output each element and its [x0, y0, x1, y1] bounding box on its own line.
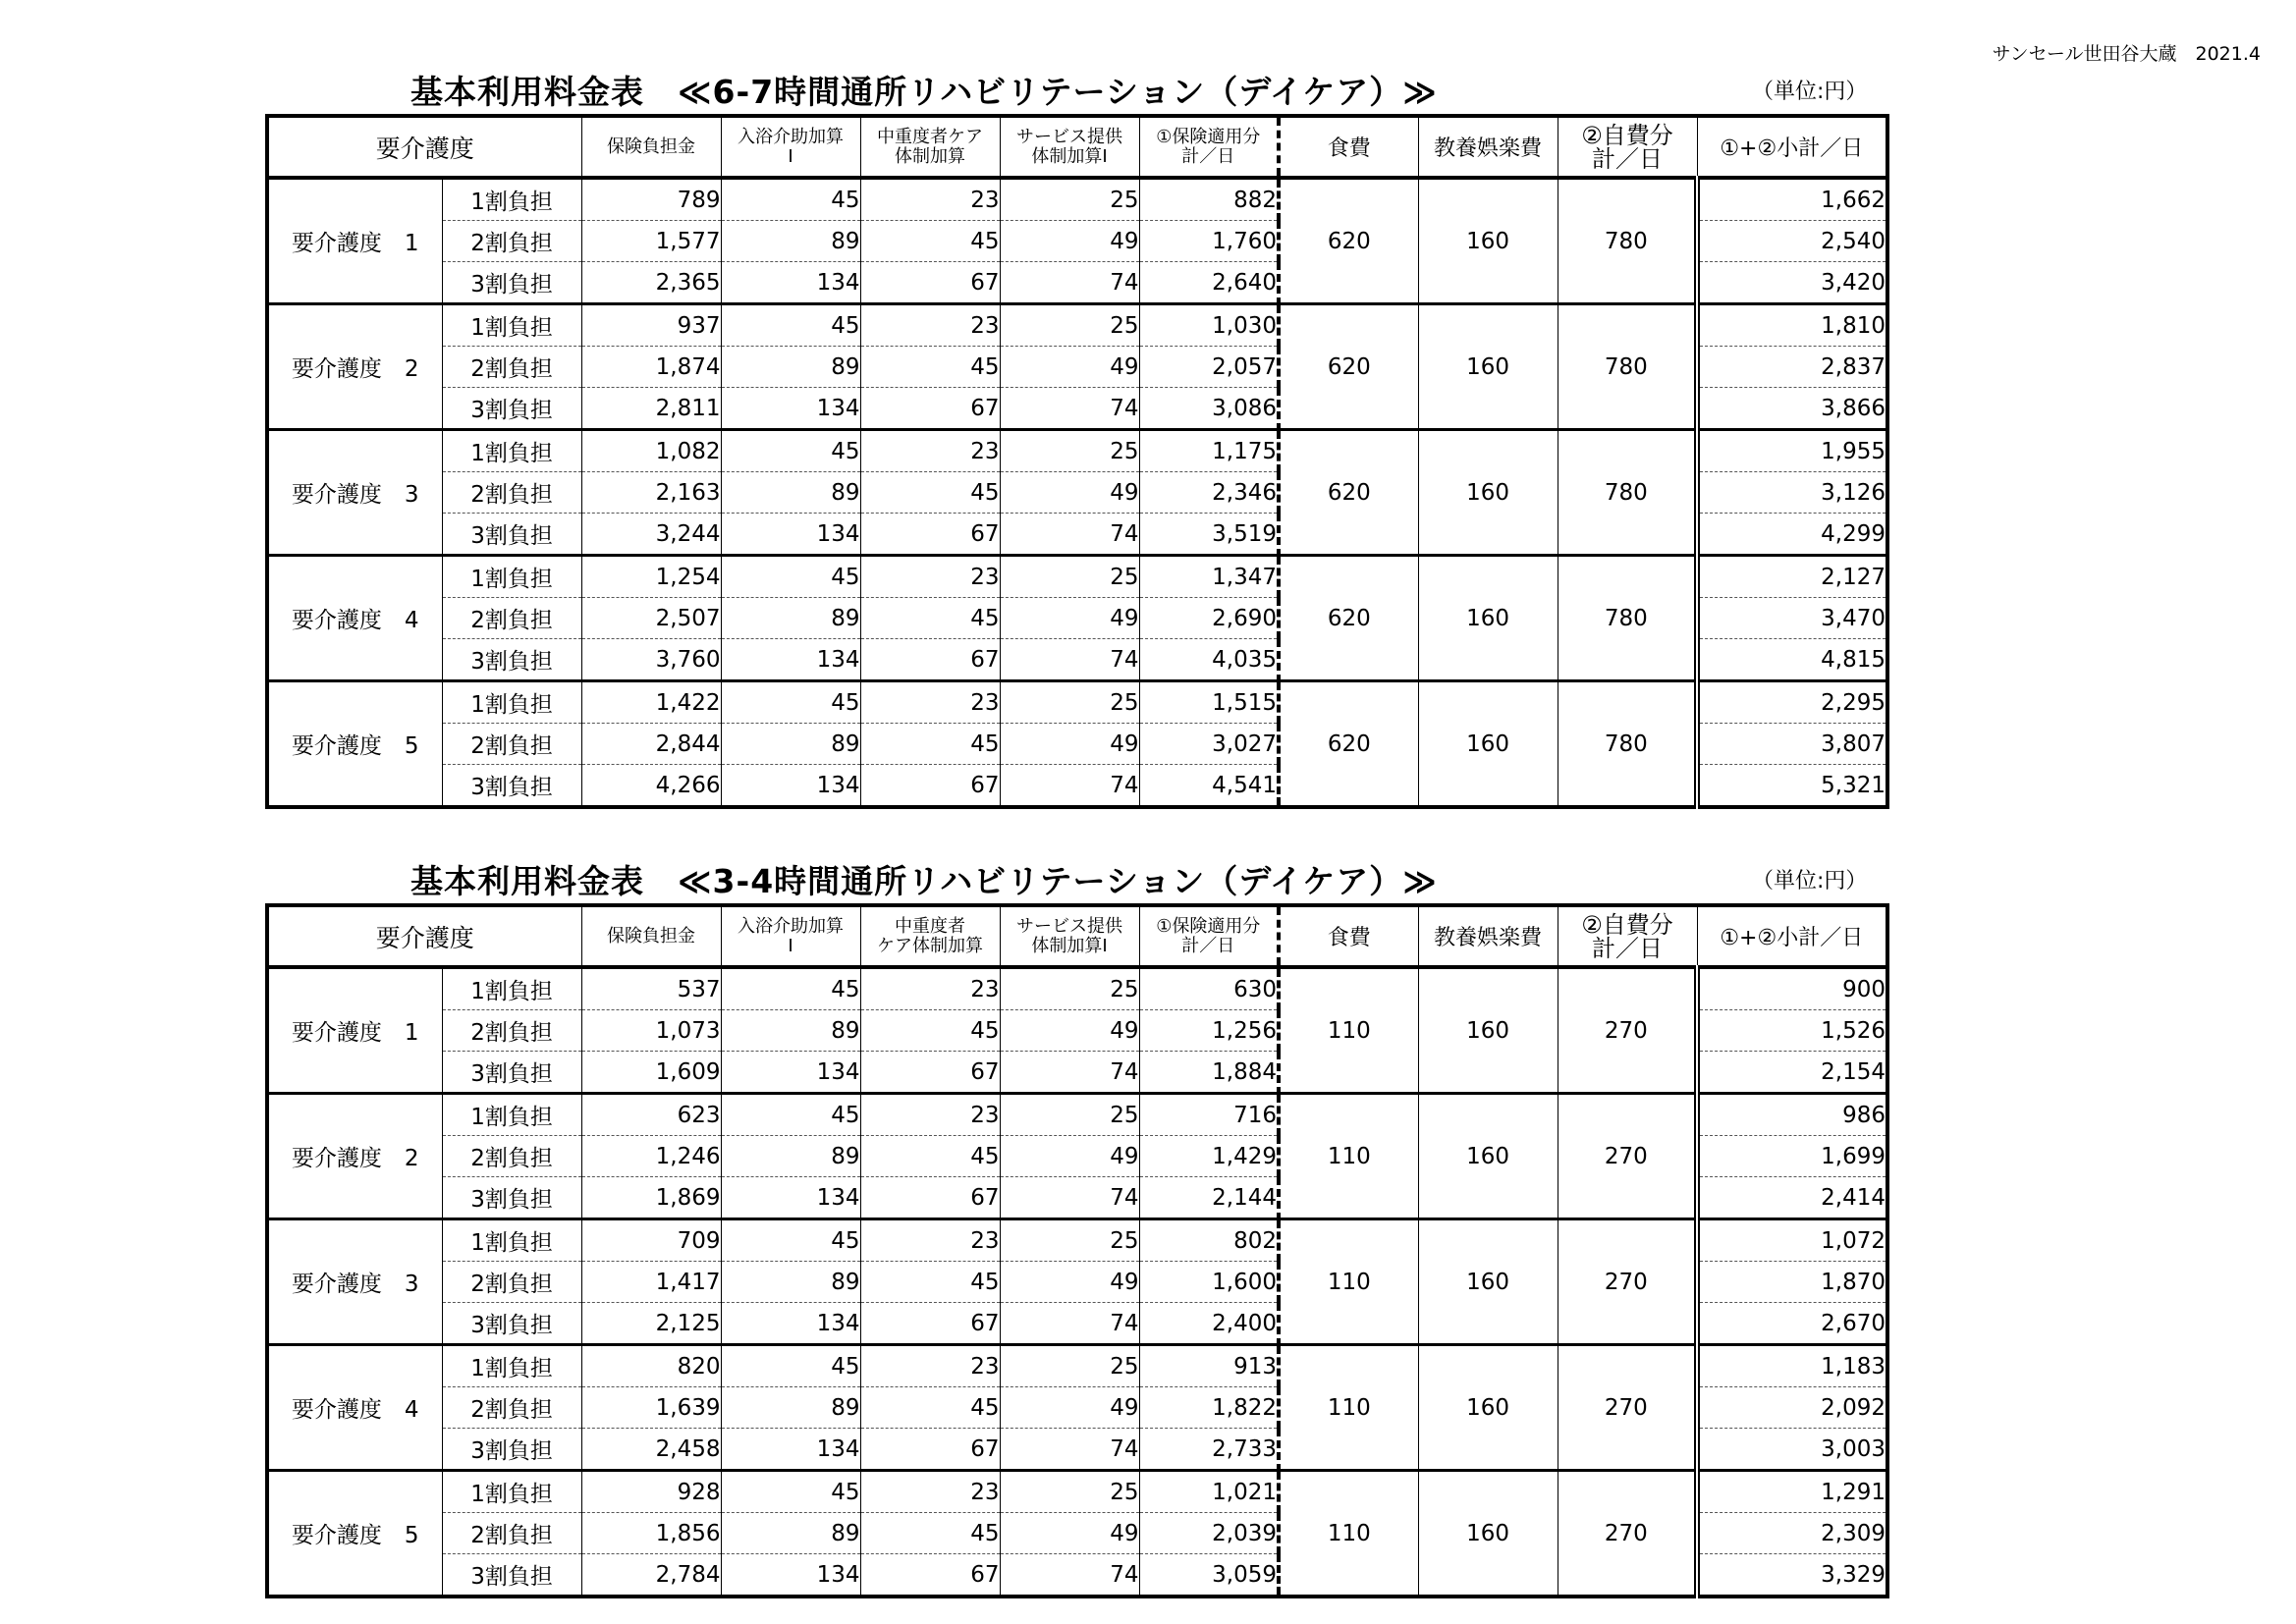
meal-fee: 620	[1279, 681, 1418, 808]
care-level-label: 要介護度 4	[267, 556, 442, 681]
insurance-subtotal: 2,640	[1139, 262, 1279, 304]
daily-total: 4,815	[1697, 639, 1887, 681]
bath-addition: 134	[721, 1554, 860, 1597]
service-addition: 49	[1000, 724, 1139, 765]
table-row	[267, 556, 1887, 598]
self-pay-subtotal: 780	[1558, 430, 1697, 556]
insurance-subtotal: 802	[1139, 1219, 1279, 1262]
meal-fee: 110	[1279, 1094, 1418, 1219]
insurance-amount: 2,125	[581, 1303, 721, 1345]
daily-total: 3,420	[1697, 262, 1887, 304]
header-meal: 食費	[1279, 905, 1418, 967]
bath-addition: 45	[721, 967, 860, 1010]
service-addition: 74	[1000, 639, 1139, 681]
burden-ratio: 3割負担	[442, 1052, 581, 1094]
severe-care-addition: 67	[860, 262, 1000, 304]
insurance-subtotal: 1,429	[1139, 1136, 1279, 1177]
service-addition: 25	[1000, 304, 1139, 347]
organization-label: サンセール世田谷大蔵 2021.4	[1992, 43, 2261, 65]
severe-care-addition: 45	[860, 598, 1000, 639]
bath-addition: 89	[721, 347, 860, 388]
service-addition: 25	[1000, 430, 1139, 472]
insurance-amount: 2,811	[581, 388, 721, 430]
insurance-subtotal: 1,030	[1139, 304, 1279, 347]
daily-total: 1,870	[1697, 1262, 1887, 1303]
service-addition: 25	[1000, 967, 1139, 1010]
service-addition: 25	[1000, 178, 1139, 221]
meal-fee: 110	[1279, 967, 1418, 1094]
insurance-subtotal: 3,086	[1139, 388, 1279, 430]
bath-addition: 45	[721, 1094, 860, 1136]
bath-addition: 89	[721, 1387, 860, 1429]
service-addition: 49	[1000, 598, 1139, 639]
bath-addition: 45	[721, 304, 860, 347]
daily-total: 2,154	[1697, 1052, 1887, 1094]
meal-fee: 110	[1279, 1345, 1418, 1471]
header-bath: 入浴介助加算 Ⅰ	[721, 905, 860, 967]
insurance-subtotal: 1,021	[1139, 1471, 1279, 1513]
severe-care-addition: 23	[860, 304, 1000, 347]
bath-addition: 134	[721, 639, 860, 681]
header-meal: 食費	[1279, 116, 1418, 178]
recreation-fee: 160	[1418, 304, 1558, 430]
burden-ratio: 2割負担	[442, 598, 581, 639]
severe-care-addition: 45	[860, 221, 1000, 262]
insurance-amount: 1,417	[581, 1262, 721, 1303]
burden-ratio: 2割負担	[442, 221, 581, 262]
service-addition: 74	[1000, 1052, 1139, 1094]
meal-fee: 620	[1279, 178, 1418, 304]
severe-care-addition: 23	[860, 1219, 1000, 1262]
severe-care-addition: 67	[860, 1303, 1000, 1345]
bath-addition: 134	[721, 1177, 860, 1219]
unit-label-3-4h: （単位:円）	[1752, 869, 1868, 893]
meal-fee: 620	[1279, 304, 1418, 430]
insurance-subtotal: 1,175	[1139, 430, 1279, 472]
burden-ratio: 2割負担	[442, 1513, 581, 1554]
header-self-pay: ②自費分 計／日	[1558, 905, 1697, 967]
recreation-fee: 160	[1418, 681, 1558, 808]
bath-addition: 45	[721, 1219, 860, 1262]
severe-care-addition: 23	[860, 1471, 1000, 1513]
self-pay-subtotal: 270	[1558, 1094, 1697, 1219]
severe-care-addition: 45	[860, 724, 1000, 765]
service-addition: 74	[1000, 1429, 1139, 1471]
care-level-label: 要介護度 2	[267, 1094, 442, 1219]
burden-ratio: 2割負担	[442, 472, 581, 514]
severe-care-addition: 45	[860, 1010, 1000, 1052]
daily-total: 3,329	[1697, 1554, 1887, 1597]
insurance-subtotal: 1,256	[1139, 1010, 1279, 1052]
severe-care-addition: 45	[860, 1136, 1000, 1177]
table-row	[267, 681, 1887, 724]
insurance-amount: 820	[581, 1345, 721, 1387]
recreation-fee: 160	[1418, 556, 1558, 681]
burden-ratio: 1割負担	[442, 1345, 581, 1387]
burden-ratio: 3割負担	[442, 514, 581, 556]
bath-addition: 89	[721, 724, 860, 765]
self-pay-subtotal: 780	[1558, 681, 1697, 808]
service-addition: 25	[1000, 1471, 1139, 1513]
insurance-subtotal: 3,059	[1139, 1554, 1279, 1597]
severe-care-addition: 67	[860, 1177, 1000, 1219]
service-addition: 74	[1000, 1303, 1139, 1345]
insurance-subtotal: 2,057	[1139, 347, 1279, 388]
table-body	[267, 178, 1887, 807]
bath-addition: 134	[721, 388, 860, 430]
header-service: サービス提供 体制加算Ⅰ	[1000, 905, 1139, 967]
burden-ratio: 3割負担	[442, 1177, 581, 1219]
severe-care-addition: 23	[860, 556, 1000, 598]
daily-total: 2,540	[1697, 221, 1887, 262]
burden-ratio: 3割負担	[442, 388, 581, 430]
service-addition: 49	[1000, 347, 1139, 388]
daily-total: 1,810	[1697, 304, 1887, 347]
service-addition: 74	[1000, 262, 1139, 304]
insurance-amount: 1,246	[581, 1136, 721, 1177]
burden-ratio: 2割負担	[442, 1262, 581, 1303]
daily-total: 1,072	[1697, 1219, 1887, 1262]
bath-addition: 45	[721, 1345, 860, 1387]
insurance-subtotal: 4,541	[1139, 765, 1279, 808]
bath-addition: 134	[721, 1052, 860, 1094]
table-row	[267, 1219, 1887, 1262]
burden-ratio: 1割負担	[442, 967, 581, 1010]
table-body	[267, 967, 1887, 1597]
insurance-amount: 1,082	[581, 430, 721, 472]
fee-table-3-4h	[265, 903, 1889, 1598]
bath-addition: 45	[721, 430, 860, 472]
care-level-label: 要介護度 4	[267, 1345, 442, 1471]
daily-total: 3,126	[1697, 472, 1887, 514]
insurance-subtotal: 1,515	[1139, 681, 1279, 724]
burden-ratio: 1割負担	[442, 304, 581, 347]
care-level-label: 要介護度 5	[267, 1471, 442, 1597]
daily-total: 986	[1697, 1094, 1887, 1136]
bath-addition: 89	[721, 598, 860, 639]
header-severe-care: 中重度者ケア 体制加算	[860, 116, 1000, 178]
recreation-fee: 160	[1418, 967, 1558, 1094]
service-addition: 49	[1000, 1010, 1139, 1052]
severe-care-addition: 45	[860, 347, 1000, 388]
insurance-subtotal: 1,347	[1139, 556, 1279, 598]
bath-addition: 134	[721, 765, 860, 808]
service-addition: 25	[1000, 1219, 1139, 1262]
burden-ratio: 1割負担	[442, 1219, 581, 1262]
service-addition: 49	[1000, 472, 1139, 514]
insurance-amount: 2,163	[581, 472, 721, 514]
recreation-fee: 160	[1418, 1471, 1558, 1597]
recreation-fee: 160	[1418, 178, 1558, 304]
care-level-label: 要介護度 2	[267, 304, 442, 430]
bath-addition: 89	[721, 221, 860, 262]
burden-ratio: 1割負担	[442, 556, 581, 598]
header-bath: 入浴介助加算 Ⅰ	[721, 116, 860, 178]
service-addition: 49	[1000, 1136, 1139, 1177]
severe-care-addition: 67	[860, 765, 1000, 808]
severe-care-addition: 23	[860, 430, 1000, 472]
care-level-label: 要介護度 1	[267, 178, 442, 304]
insurance-amount: 789	[581, 178, 721, 221]
insurance-amount: 3,244	[581, 514, 721, 556]
header-insurance: 保険負担金	[581, 116, 721, 178]
insurance-subtotal: 882	[1139, 178, 1279, 221]
fee-table-6-7h	[265, 114, 1889, 809]
bath-addition: 89	[721, 1136, 860, 1177]
self-pay-subtotal: 780	[1558, 556, 1697, 681]
bath-addition: 45	[721, 178, 860, 221]
recreation-fee: 160	[1418, 1345, 1558, 1471]
bath-addition: 89	[721, 1513, 860, 1554]
insurance-subtotal: 913	[1139, 1345, 1279, 1387]
severe-care-addition: 45	[860, 472, 1000, 514]
daily-total: 1,291	[1697, 1471, 1887, 1513]
service-addition: 74	[1000, 1554, 1139, 1597]
severe-care-addition: 67	[860, 1429, 1000, 1471]
burden-ratio: 2割負担	[442, 347, 581, 388]
daily-total: 3,866	[1697, 388, 1887, 430]
insurance-subtotal: 2,346	[1139, 472, 1279, 514]
insurance-amount: 928	[581, 1471, 721, 1513]
table-row	[267, 430, 1887, 472]
header-severe-care: 中重度者 ケア体制加算	[860, 905, 1000, 967]
table-title-3-4h: 基本利用料金表 ≪3-4時間通所リハビリテーション（デイケア）≫	[410, 862, 1438, 900]
insurance-subtotal: 3,027	[1139, 724, 1279, 765]
insurance-subtotal: 3,519	[1139, 514, 1279, 556]
care-level-label: 要介護度 5	[267, 681, 442, 808]
bath-addition: 89	[721, 472, 860, 514]
meal-fee: 110	[1279, 1471, 1418, 1597]
insurance-subtotal: 1,884	[1139, 1052, 1279, 1094]
insurance-amount: 2,507	[581, 598, 721, 639]
daily-total: 5,321	[1697, 765, 1887, 808]
burden-ratio: 1割負担	[442, 681, 581, 724]
burden-ratio: 3割負担	[442, 1554, 581, 1597]
service-addition: 25	[1000, 1345, 1139, 1387]
daily-total: 2,414	[1697, 1177, 1887, 1219]
severe-care-addition: 67	[860, 1554, 1000, 1597]
header-total: ①+②小計／日	[1697, 905, 1887, 967]
burden-ratio: 3割負担	[442, 1303, 581, 1345]
recreation-fee: 160	[1418, 1094, 1558, 1219]
daily-total: 2,295	[1697, 681, 1887, 724]
service-addition: 25	[1000, 556, 1139, 598]
header-total: ①+②小計／日	[1697, 116, 1887, 178]
severe-care-addition: 67	[860, 514, 1000, 556]
insurance-amount: 2,784	[581, 1554, 721, 1597]
daily-total: 1,955	[1697, 430, 1887, 472]
daily-total: 1,183	[1697, 1345, 1887, 1387]
severe-care-addition: 67	[860, 639, 1000, 681]
header-subtotal-insurance: ①保険適用分 計／日	[1139, 905, 1279, 967]
meal-fee: 620	[1279, 556, 1418, 681]
severe-care-addition: 23	[860, 1345, 1000, 1387]
insurance-amount: 1,869	[581, 1177, 721, 1219]
insurance-amount: 623	[581, 1094, 721, 1136]
header-self-pay: ②自費分 計／日	[1558, 116, 1697, 178]
burden-ratio: 3割負担	[442, 765, 581, 808]
burden-ratio: 1割負担	[442, 178, 581, 221]
service-addition: 49	[1000, 1387, 1139, 1429]
insurance-subtotal: 716	[1139, 1094, 1279, 1136]
burden-ratio: 1割負担	[442, 1094, 581, 1136]
insurance-subtotal: 2,039	[1139, 1513, 1279, 1554]
self-pay-subtotal: 270	[1558, 967, 1697, 1094]
insurance-amount: 4,266	[581, 765, 721, 808]
insurance-amount: 2,458	[581, 1429, 721, 1471]
burden-ratio: 1割負担	[442, 430, 581, 472]
care-level-label: 要介護度 1	[267, 967, 442, 1094]
insurance-subtotal: 630	[1139, 967, 1279, 1010]
severe-care-addition: 45	[860, 1262, 1000, 1303]
insurance-amount: 537	[581, 967, 721, 1010]
severe-care-addition: 23	[860, 178, 1000, 221]
bath-addition: 134	[721, 514, 860, 556]
insurance-amount: 2,844	[581, 724, 721, 765]
self-pay-subtotal: 270	[1558, 1345, 1697, 1471]
burden-ratio: 3割負担	[442, 262, 581, 304]
self-pay-subtotal: 780	[1558, 304, 1697, 430]
insurance-subtotal: 2,690	[1139, 598, 1279, 639]
insurance-subtotal: 1,600	[1139, 1262, 1279, 1303]
table-row	[267, 1345, 1887, 1387]
burden-ratio: 2割負担	[442, 724, 581, 765]
header-row	[267, 905, 1887, 967]
severe-care-addition: 67	[860, 388, 1000, 430]
meal-fee: 110	[1279, 1219, 1418, 1345]
bath-addition: 134	[721, 262, 860, 304]
insurance-amount: 1,874	[581, 347, 721, 388]
insurance-amount: 2,365	[581, 262, 721, 304]
insurance-amount: 3,760	[581, 639, 721, 681]
service-addition: 49	[1000, 1262, 1139, 1303]
burden-ratio: 1割負担	[442, 1471, 581, 1513]
bath-addition: 89	[721, 1010, 860, 1052]
daily-total: 2,092	[1697, 1387, 1887, 1429]
burden-ratio: 2割負担	[442, 1136, 581, 1177]
daily-total: 1,526	[1697, 1010, 1887, 1052]
daily-total: 1,699	[1697, 1136, 1887, 1177]
daily-total: 2,670	[1697, 1303, 1887, 1345]
daily-total: 3,470	[1697, 598, 1887, 639]
daily-total: 2,309	[1697, 1513, 1887, 1554]
bath-addition: 134	[721, 1429, 860, 1471]
bath-addition: 89	[721, 1262, 860, 1303]
service-addition: 74	[1000, 1177, 1139, 1219]
burden-ratio: 2割負担	[442, 1387, 581, 1429]
service-addition: 25	[1000, 1094, 1139, 1136]
severe-care-addition: 45	[860, 1387, 1000, 1429]
insurance-subtotal: 1,760	[1139, 221, 1279, 262]
daily-total: 3,003	[1697, 1429, 1887, 1471]
self-pay-subtotal: 270	[1558, 1219, 1697, 1345]
insurance-amount: 937	[581, 304, 721, 347]
service-addition: 74	[1000, 514, 1139, 556]
unit-label-6-7h: （単位:円）	[1752, 80, 1868, 104]
table-title-6-7h: 基本利用料金表 ≪6-7時間通所リハビリテーション（デイケア）≫	[410, 73, 1438, 111]
severe-care-addition: 23	[860, 967, 1000, 1010]
header-level: 要介護度	[267, 116, 581, 178]
insurance-amount: 1,577	[581, 221, 721, 262]
insurance-amount: 1,609	[581, 1052, 721, 1094]
recreation-fee: 160	[1418, 430, 1558, 556]
bath-addition: 134	[721, 1303, 860, 1345]
service-addition: 49	[1000, 221, 1139, 262]
insurance-amount: 1,073	[581, 1010, 721, 1052]
insurance-amount: 1,422	[581, 681, 721, 724]
header-level: 要介護度	[267, 905, 581, 967]
table-row	[267, 1471, 1887, 1513]
meal-fee: 620	[1279, 430, 1418, 556]
daily-total: 3,807	[1697, 724, 1887, 765]
bath-addition: 45	[721, 681, 860, 724]
daily-total: 2,837	[1697, 347, 1887, 388]
self-pay-subtotal: 270	[1558, 1471, 1697, 1597]
header-recreation: 教養娯楽費	[1418, 116, 1558, 178]
daily-total: 1,662	[1697, 178, 1887, 221]
table-row	[267, 967, 1887, 1010]
insurance-subtotal: 2,400	[1139, 1303, 1279, 1345]
insurance-amount: 1,856	[581, 1513, 721, 1554]
insurance-subtotal: 2,144	[1139, 1177, 1279, 1219]
severe-care-addition: 23	[860, 1094, 1000, 1136]
insurance-subtotal: 4,035	[1139, 639, 1279, 681]
table-row	[267, 178, 1887, 221]
bath-addition: 45	[721, 556, 860, 598]
service-addition: 74	[1000, 765, 1139, 808]
daily-total: 900	[1697, 967, 1887, 1010]
insurance-amount: 1,254	[581, 556, 721, 598]
service-addition: 74	[1000, 388, 1139, 430]
header-insurance: 保険負担金	[581, 905, 721, 967]
table-row	[267, 1094, 1887, 1136]
header-subtotal-insurance: ①保険適用分 計／日	[1139, 116, 1279, 178]
insurance-subtotal: 2,733	[1139, 1429, 1279, 1471]
severe-care-addition: 45	[860, 1513, 1000, 1554]
service-addition: 25	[1000, 681, 1139, 724]
header-row	[267, 116, 1887, 178]
insurance-amount: 709	[581, 1219, 721, 1262]
severe-care-addition: 67	[860, 1052, 1000, 1094]
recreation-fee: 160	[1418, 1219, 1558, 1345]
severe-care-addition: 23	[860, 681, 1000, 724]
service-addition: 49	[1000, 1513, 1139, 1554]
burden-ratio: 3割負担	[442, 1429, 581, 1471]
daily-total: 2,127	[1697, 556, 1887, 598]
care-level-label: 要介護度 3	[267, 430, 442, 556]
self-pay-subtotal: 780	[1558, 178, 1697, 304]
burden-ratio: 2割負担	[442, 1010, 581, 1052]
header-service: サービス提供 体制加算Ⅰ	[1000, 116, 1139, 178]
insurance-subtotal: 1,822	[1139, 1387, 1279, 1429]
daily-total: 4,299	[1697, 514, 1887, 556]
insurance-amount: 1,639	[581, 1387, 721, 1429]
table-row	[267, 304, 1887, 347]
burden-ratio: 3割負担	[442, 639, 581, 681]
header-recreation: 教養娯楽費	[1418, 905, 1558, 967]
care-level-label: 要介護度 3	[267, 1219, 442, 1345]
bath-addition: 45	[721, 1471, 860, 1513]
